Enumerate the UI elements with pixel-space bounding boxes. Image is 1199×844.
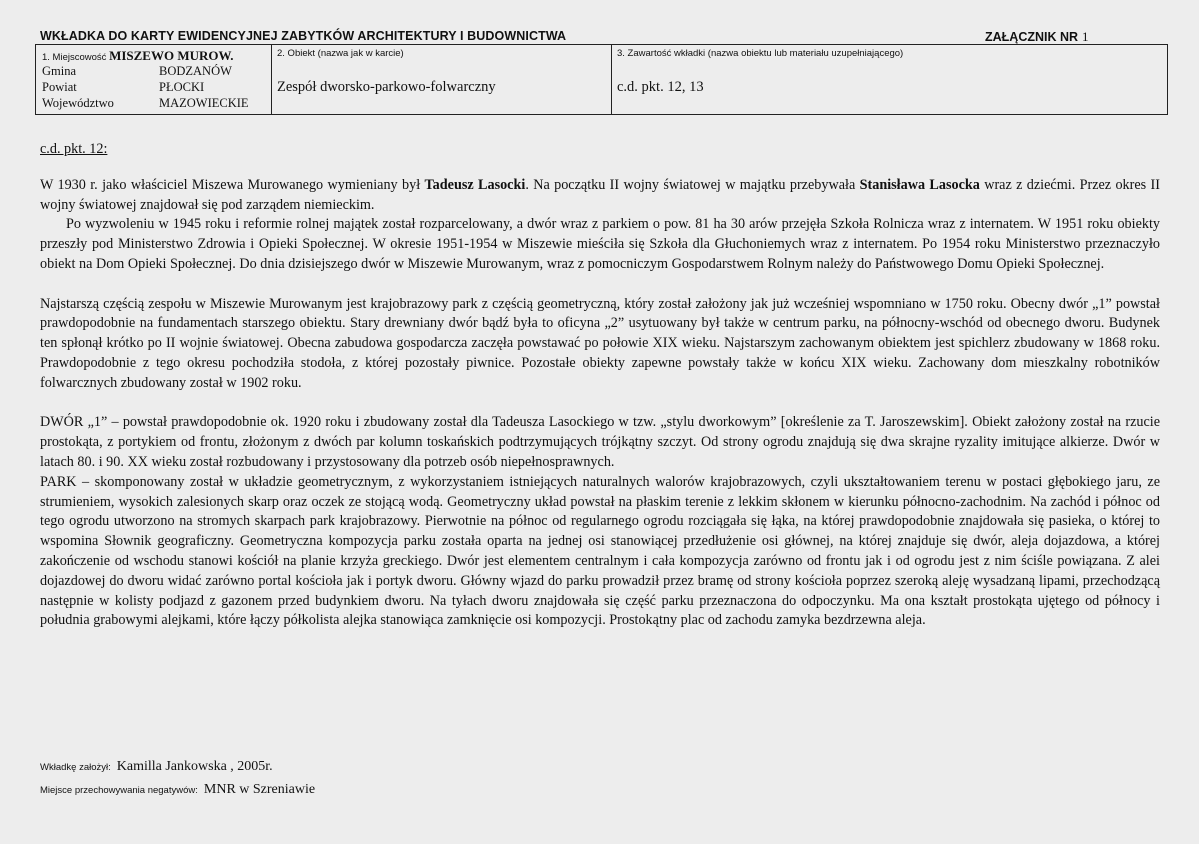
location-place: MISZEWO MUROW. bbox=[109, 48, 234, 63]
document-title: WKŁADKA DO KARTY EWIDENCYJNEJ ZABYTKÓW ARCHITEKTURY I BUDOWNICTWA bbox=[40, 29, 567, 43]
form-header-table bbox=[35, 44, 1168, 115]
powiat-value: PŁOCKI bbox=[159, 80, 205, 94]
annex-label bbox=[985, 29, 1089, 45]
contents-label: 3. Zawartość wkładki (nazwa obiektu lub materiału uzupełniającego) bbox=[617, 48, 904, 59]
location-cell bbox=[36, 45, 272, 114]
object-cell bbox=[271, 45, 612, 114]
location-header bbox=[42, 48, 234, 64]
gmina-value: BODZANÓW bbox=[159, 64, 232, 78]
contents-value: c.d. pkt. 12, 13 bbox=[617, 79, 704, 95]
wojewodztwo-label: Województwo bbox=[42, 96, 114, 110]
powiat-label: Powiat bbox=[42, 80, 77, 94]
contents-cell bbox=[611, 45, 1167, 114]
paragraph-manor: DWÓR „1” – powstał prawdopodobnie ok. 1920 roku i zbudowany został dla Tadeusza Lasockiego w tzw. „stylu dworkowym” [określenie za T. Jaroszewskim]. Obiekt założony został na rzucie prostokąta, z portykiem od frontu, złożonym z dwóch par kolumn toskańskich podtrzymujących trójkątny szczyt. Od strony ogrodu znajdują się dwa skrajne ryzality imitujące alkierze. Dwór w latach 80. i 90. XX wieku został rozbudowany i przystosowany dla potrzeb osób niepełnosprawnych. bbox=[40, 414, 1160, 470]
section-title: c.d. pkt. 12: bbox=[40, 141, 108, 157]
object-value: Zespół dworsko-parkowo-folwarczny bbox=[277, 79, 496, 95]
negatives-label: Miejsce przechowywania negatywów: bbox=[40, 785, 198, 796]
paragraph-owners bbox=[40, 176, 1160, 216]
paragraph-owners-text-3: wraz z dziećmi. Przez okres II wojny światowej znajdował się pod zarządem niemieckim. bbox=[40, 176, 1161, 213]
owner-name-tadeusz: Tadeusz Lasocki bbox=[424, 176, 526, 193]
location-label: 1. Miejscowość bbox=[42, 52, 107, 63]
annex-label-text: ZAŁĄCZNIK NR bbox=[985, 30, 1079, 44]
owner-name-stanislawa: Stanisława Lasocka bbox=[859, 176, 980, 193]
author-value: Kamilla Jankowska , 2005r. bbox=[116, 759, 273, 774]
paragraph-history: Najstarszą częścią zespołu w Miszewie Murowanym jest krajobrazowy park z częścią geometryczną, który został założony jak już wcześniej wspomniano w 1750 roku. Obecny dwór „1” powstał prawdopodobnie na fundamentach starszego obiektu. Stary drewniany dwór bądź była to oficyna „2” usytuowany był także w centrum parku, na północny-wschód od obecnego dworu. Budynek ten spłonął krótko po II wojnie światowej. Obecna zabudowa gospodarcza zaczęła powstawać po połowie XIX wieku. Najstarszym zachowanym obiektem jest spichlerz zbudowany w 1868 roku. Prawdopodobnie z tego okresu pochodziła stodoła, z której pozostały piwnice. Pozostałe obiekty zapewne powstały także w końcu XIX wieku. Zachowany dom mieszkalny robotników folwarcznych zbudowany został w 1902 roku. bbox=[40, 295, 1160, 391]
paragraph-owners-text-2: . Na początku II wojny światowej w majątku przebywała bbox=[525, 176, 860, 193]
author-label: Wkładkę założył: bbox=[40, 762, 111, 773]
powiat-row bbox=[42, 80, 205, 95]
wojewodztwo-value: MAZOWIECKIE bbox=[159, 96, 249, 110]
negatives-value: MNR w Szreniawie bbox=[203, 782, 316, 797]
paragraph-park: PARK – skomponowany został w układzie geometrycznym, z wykorzystaniem istniejących naturalnych walorów krajobrazowych, czyli ukształtowaniem terenu w postaci głębokiego jaru, ze strumieniem, wysokich zalesionych skarp oraz oczek ze stojącą wodą. Geometryczny układ powstał na płaskim terenie z lekkim skłonem w kierunku północno-zachodnim. Na zachód i północ od tego ogrodu utworzono na stromych skarpach park krajobrazowy. Pierwotnie na północ od regularnego ogrodu rozciągała się łąka, na której prawdopodobnie znajdowała się pasieka, o której to wspomina Słownik geograficzny. Geometryczna kompozycja parku została oparta na jednej osi stanowiącej przedłużenie osi głównej, na której znajduje się dwór, aleja dojazdowa, a której zakończenie od wschodu stanowi kościół na planie krzyża greckiego. Dwór jest elementem centralnym i cała kompozycja zarówno od frontu jak i od ogrodu jest z nim ściśle powiązana. Z alei dojazdowej do dworu widać zarówno portal kościoła jak i portyk dworu. Główny wjazd do parku prowadził przez bramę od strony kościoła poprzez szeroką aleję wysadzaną lipami, przechodzącą następnie w kolisty podjazd z gazonem przed budynkiem dworu. Na tyłach dworu znajdowała się część parku przeznaczona do odpoczynku. Ma ona kształt prostokąta ujętego od północy i południa grabowymi alejkami, które łączy półkolista alejka stanowiąca zamknięcie osi kompozycji. Prostokątny plac od zachodu zamyka bezdrzewna aleja. bbox=[40, 473, 1160, 629]
document-body bbox=[40, 140, 1160, 631]
negatives-row bbox=[40, 779, 315, 802]
annex-number: 1 bbox=[1082, 29, 1089, 44]
wojewodztwo-row bbox=[42, 96, 249, 111]
author-row bbox=[40, 756, 315, 779]
paragraph-postwar: Po wyzwoleniu w 1945 roku i reformie rolnej majątek został rozparcelowany, a dwór wraz z parkiem o pow. 81 ha 30 arów przejęła Szkoła Rolnicza wraz z internatem. W 1951 roku obiekty przeszły pod Ministerstwo Zdrowia i Opieki Społecznej. W okresie 1951-1954 w Miszewie mieściła się Szkoła dla Głuchoniemych wraz z internatem. Po 1954 roku Ministerstwo przeznaczyło obiekt na Dom Opieki Społecznej. Do dnia dzisiejszego dwór w Miszewie Murowanym, wraz z pomocniczym Gospodarstwem Rolnym należy do Państwowego Domu Opieki Społecznej. bbox=[40, 216, 1160, 272]
gmina-label: Gmina bbox=[42, 64, 77, 78]
paragraph-owners-text-1: W 1930 r. jako właściciel Miszewa Murowanego wymieniany był bbox=[40, 176, 425, 193]
object-label: 2. Obiekt (nazwa jak w karcie) bbox=[277, 48, 404, 59]
gmina-row bbox=[42, 64, 232, 79]
document-footer bbox=[40, 756, 315, 802]
